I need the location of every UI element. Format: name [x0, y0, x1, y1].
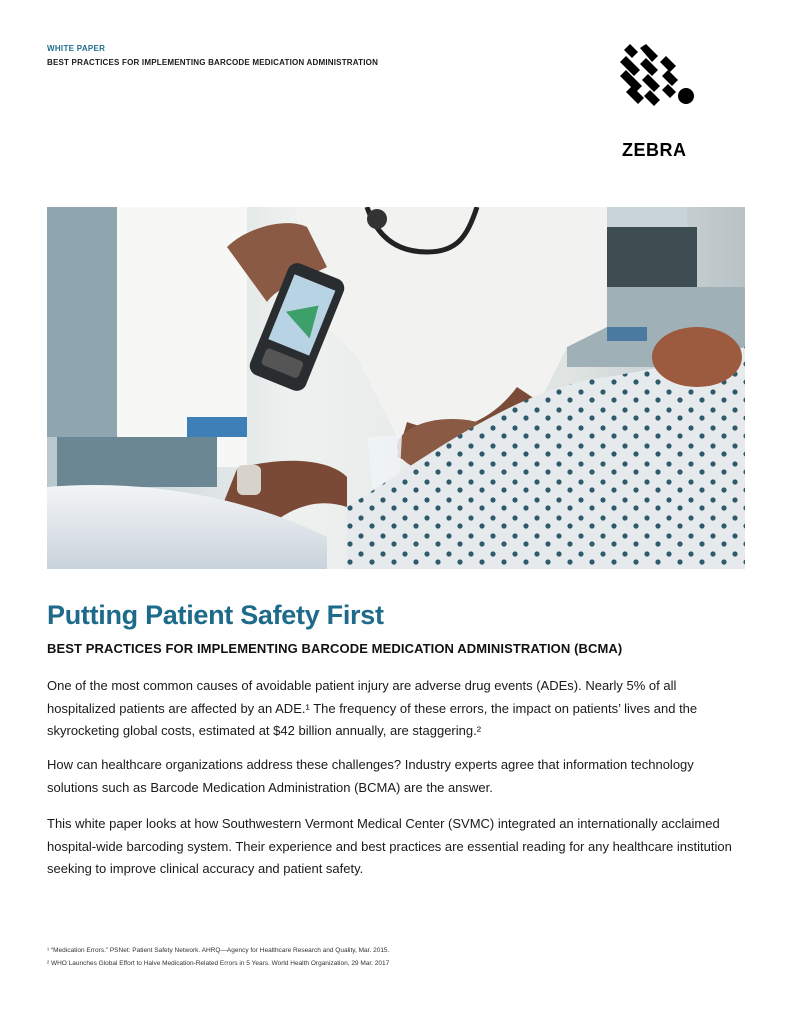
footnote-1: ¹ “Medication Errors.” PSNet: Patient Safety Network. AHRQ—Agency for Healthcare Research and Quality, Mar. 2015.	[47, 947, 390, 954]
footnote-2: ² WHO Launches Global Effort to Halve Medication-Related Errors in 5 Years. World Health Organization, 29 Mar. 2017	[47, 960, 390, 967]
page-subtitle: BEST PRACTICES FOR IMPLEMENTING BARCODE MEDICATION ADMINISTRATION (BCMA)	[47, 641, 623, 656]
page-title: Putting Patient Safety First	[47, 600, 384, 630]
zebra-logo-icon	[618, 44, 698, 116]
summary-paragraph: This white paper looks at how Southwestern Vermont Medical Center (SVMC) integrated an internationally acclaimed hospital-wide barcoding system. Their experience and best practices are essential reading for any healthcare institution seeking to improve clinical accuracy and patient safety.	[47, 816, 732, 876]
document-header-subtitle: BEST PRACTICES FOR IMPLEMENTING BARCODE MEDICATION ADMINISTRATION	[47, 58, 379, 67]
document-kicker: WHITE PAPER	[47, 44, 106, 53]
intro-paragraph: One of the most common causes of avoidable patient injury are adverse drug events (ADEs). Nearly 5% of all hospitalized patients are affected by an ADE.¹ The frequency of these errors, the impact on patients’ lives and the skyrocketing global costs, estimated at $42 billion annually, are staggering.²	[47, 678, 698, 738]
clinician-scanning-patient-photo-icon	[47, 207, 745, 569]
challenge-paragraph: How can healthcare organizations address these challenges? Industry experts agree that information technology solutions such as Barcode Medication Administration (BCMA) are the answer.	[47, 757, 694, 795]
hero-photo	[47, 207, 745, 569]
zebra-wordmark: ZEBRA	[622, 140, 687, 160]
